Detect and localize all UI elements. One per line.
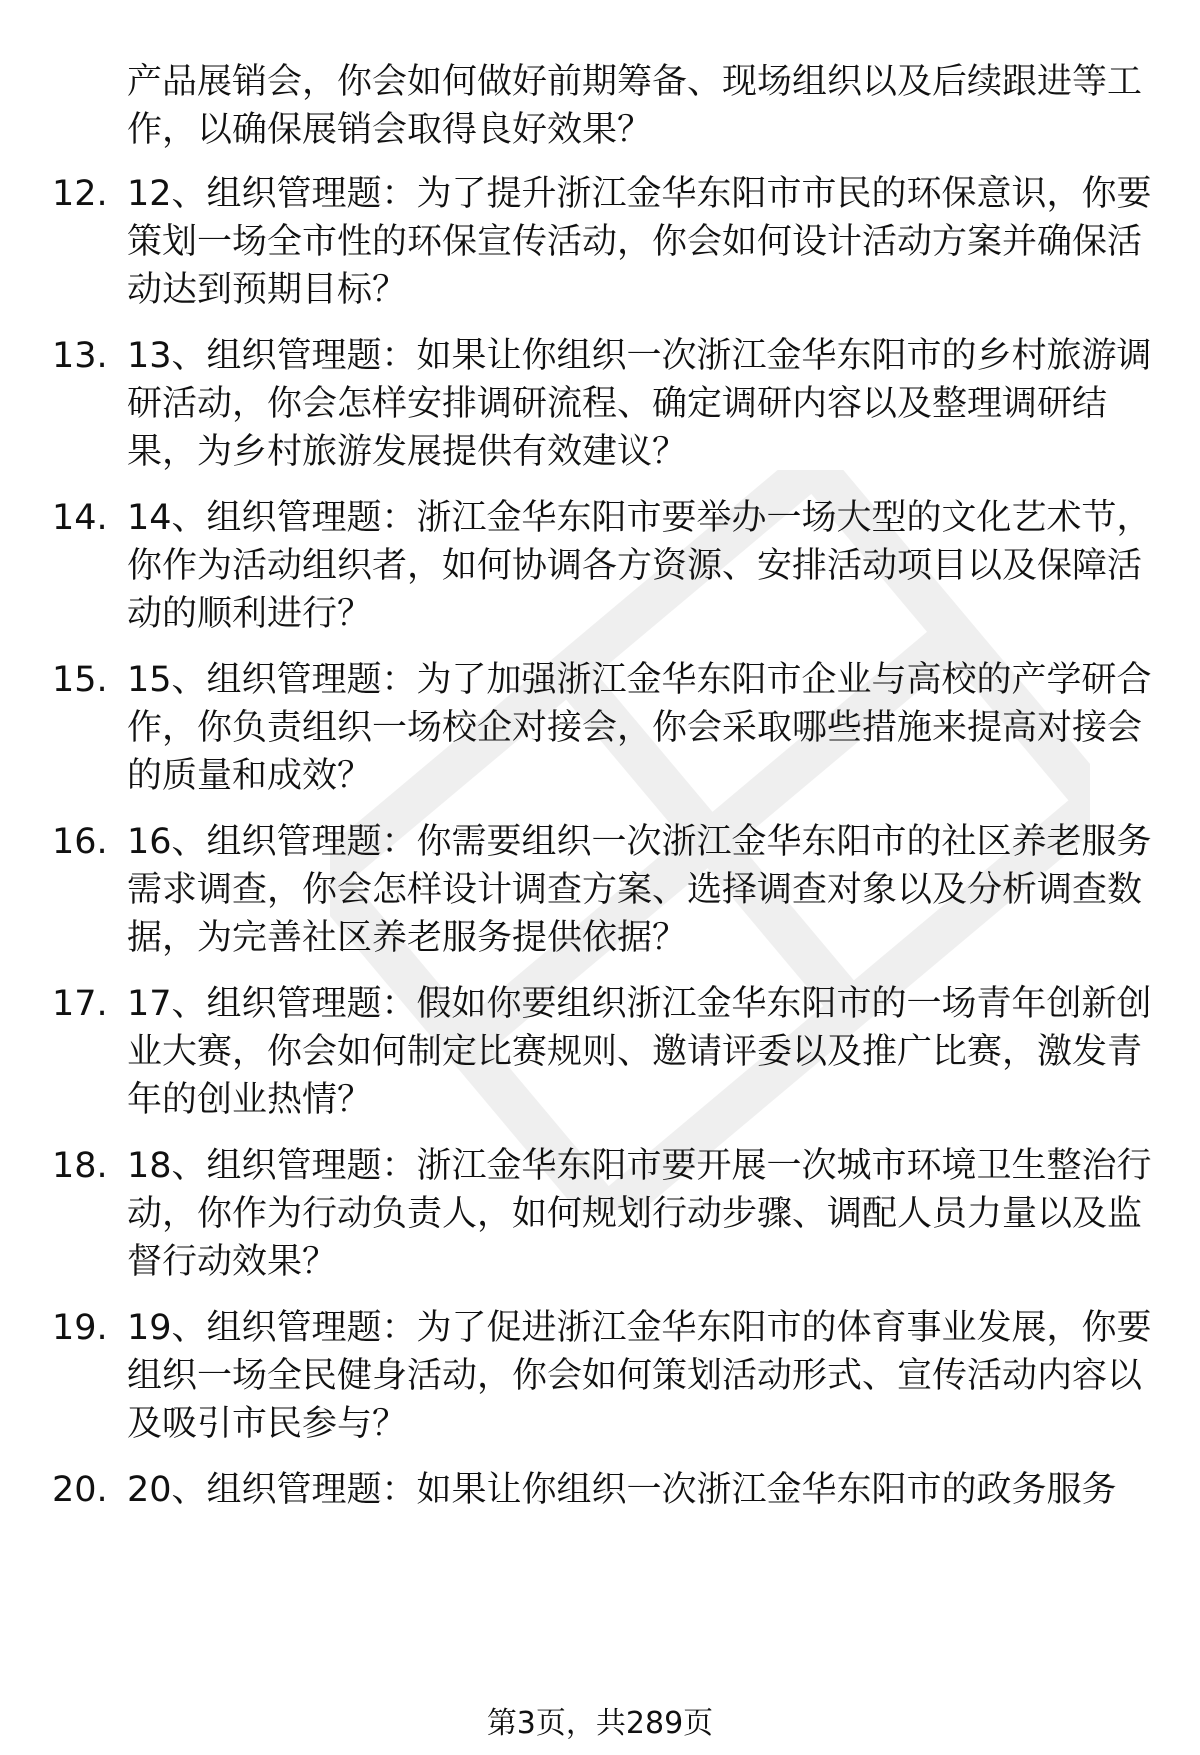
- intro-paragraph: 产品展销会，你会如何做好前期筹备、现场组织以及后续跟进等工作，以确保展销会取得良好效果？: [127, 62, 1143, 150]
- question-text: 14、组织管理题：浙江金华东阳市要举办一场大型的文化艺术节，你作为活动组织者，如何协调各方资源、安排活动项目以及保障活动的顺利进行？: [127, 498, 1152, 634]
- question-number: 18.: [52, 1146, 108, 1186]
- question-item-16: [52, 818, 1162, 962]
- question-number: 19.: [52, 1308, 108, 1348]
- question-text: 19、组织管理题：为了促进浙江金华东阳市的体育事业发展，你要组织一场全民健身活动，你会如何策划活动形式、宣传活动内容以及吸引市民参与？: [127, 1308, 1152, 1444]
- question-number: 16.: [52, 822, 108, 862]
- question-text: 18、组织管理题：浙江金华东阳市要开展一次城市环境卫生整治行动，你作为行动负责人，如何规划行动步骤、调配人员力量以及监督行动效果？: [127, 1146, 1152, 1282]
- question-item-15: [52, 656, 1162, 800]
- question-number: 15.: [52, 660, 108, 700]
- question-item-20: [52, 1466, 1162, 1514]
- question-text: 13、组织管理题：如果让你组织一次浙江金华东阳市的乡村旅游调研活动，你会怎样安排调研流程、确定调研内容以及整理调研结果，为乡村旅游发展提供有效建议？: [127, 336, 1152, 472]
- question-item-19: [52, 1304, 1162, 1448]
- question-text: 16、组织管理题：你需要组织一次浙江金华东阳市的社区养老服务需求调查，你会怎样设计调查方案、选择调查对象以及分析调查数据，为完善社区养老服务提供依据？: [127, 822, 1152, 958]
- question-item-12: [52, 170, 1162, 314]
- question-text: 15、组织管理题：为了加强浙江金华东阳市企业与高校的产学研合作，你负责组织一场校企对接会，你会采取哪些措施来提高对接会的质量和成效？: [127, 660, 1152, 796]
- question-item-14: [52, 494, 1162, 638]
- question-item-13: [52, 332, 1162, 476]
- question-text: 12、组织管理题：为了提升浙江金华东阳市市民的环保意识，你要策划一场全市性的环保宣传活动，你会如何设计活动方案并确保活动达到预期目标？: [127, 174, 1152, 310]
- question-number: 13.: [52, 336, 108, 376]
- question-item-17: [52, 980, 1162, 1124]
- question-text: 17、组织管理题：假如你要组织浙江金华东阳市的一场青年创新创业大赛，你会如何制定比赛规则、邀请评委以及推广比赛，激发青年的创业热情？: [127, 984, 1152, 1120]
- page-footer: 第3页，共289页: [486, 1706, 714, 1741]
- question-text: 20、组织管理题：如果让你组织一次浙江金华东阳市的政务服务: [127, 1470, 1117, 1510]
- question-item-18: [52, 1142, 1162, 1286]
- question-number: 14.: [52, 498, 108, 538]
- question-number: 20.: [52, 1470, 108, 1510]
- question-number: 12.: [52, 174, 108, 214]
- question-number: 17.: [52, 984, 108, 1024]
